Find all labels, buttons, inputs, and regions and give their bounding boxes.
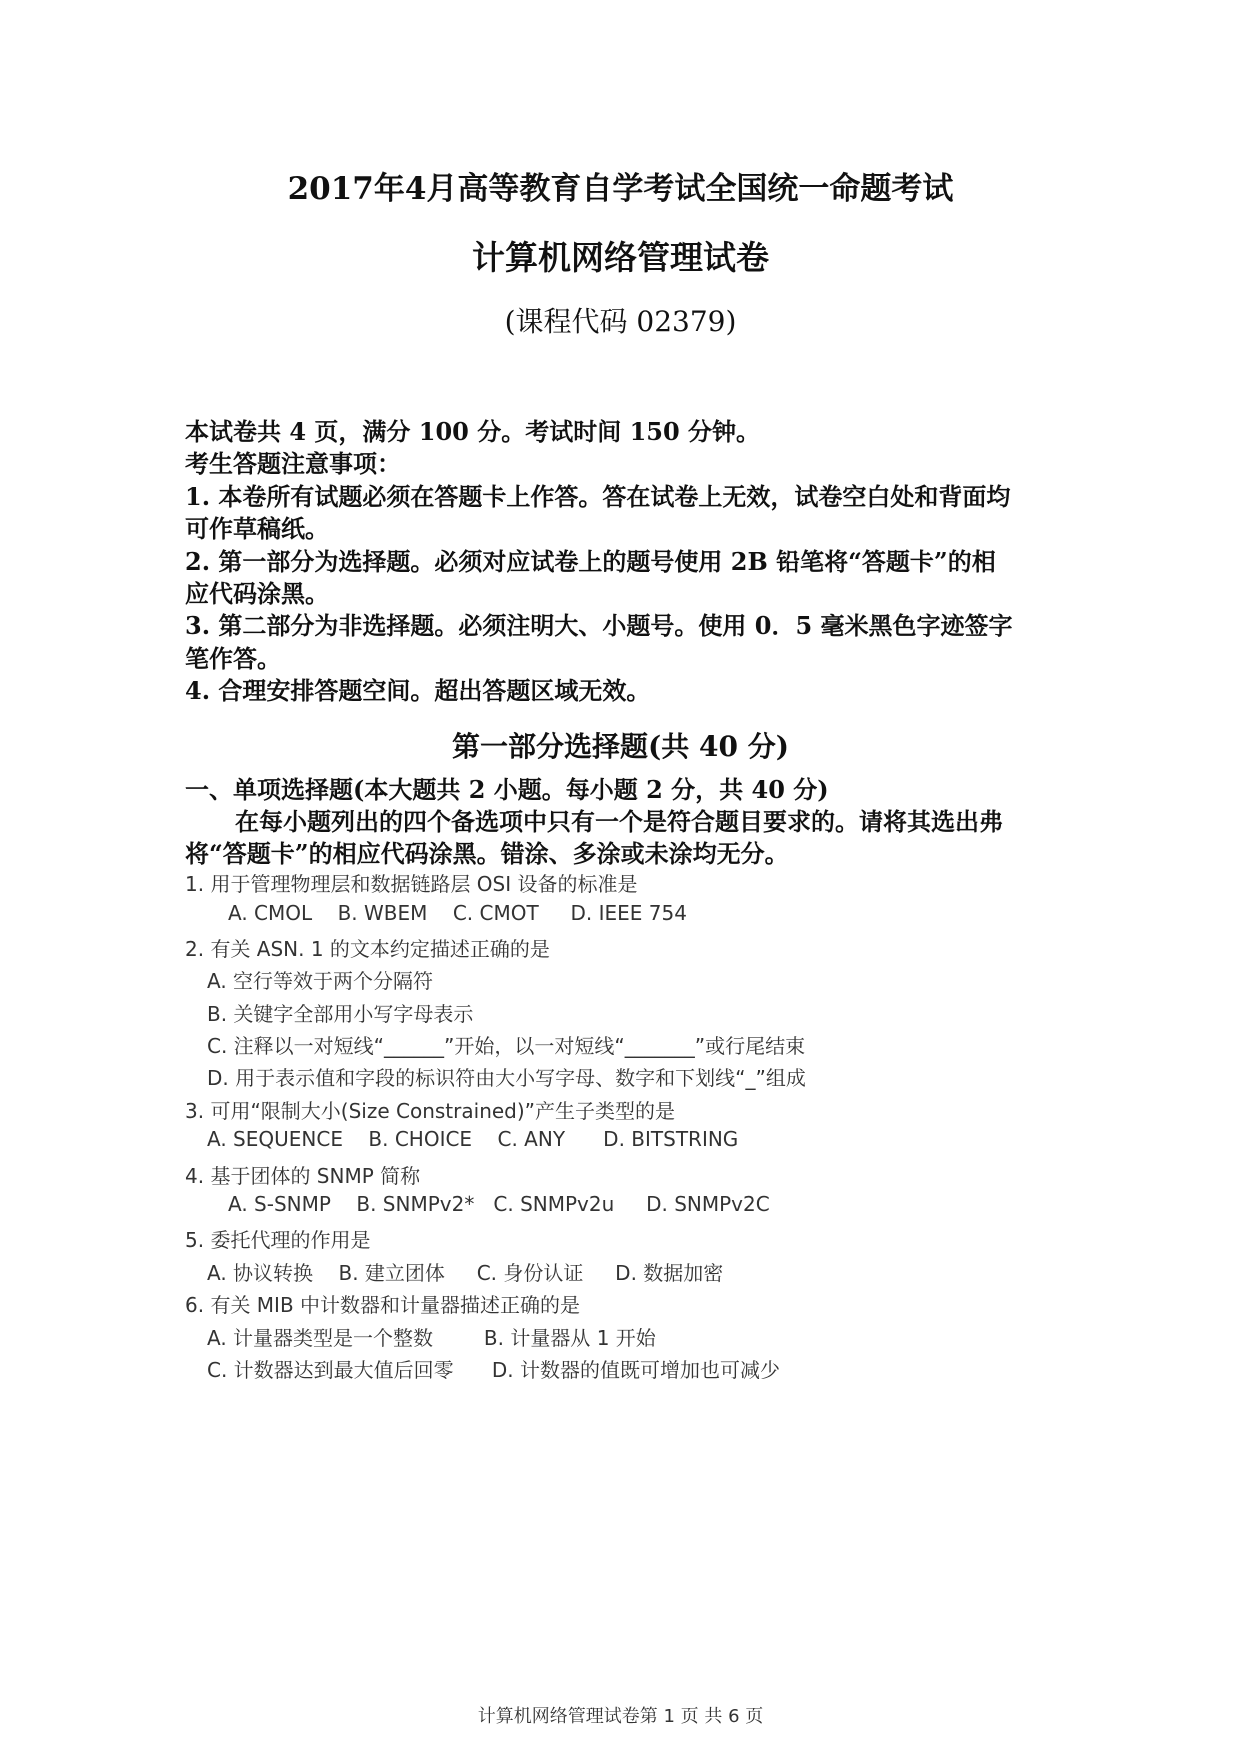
notice-4: 4. 合理安排答题空间。超出答题区域无效。 xyxy=(185,676,651,705)
exam-title: 2017年4月高等教育自学考试全国统一命题考试 xyxy=(287,171,954,207)
notice-heading: 考生答题注意事项： xyxy=(185,449,401,478)
exam-intro: 本试卷共 4 页，满分 100 分。考试时间 150 分钟。 xyxy=(185,417,761,446)
question-1-options: A. CMOL B. WBEM C. CMOT D. IEEE 754 xyxy=(228,901,687,925)
notice-2b: 应代码涂黑。 xyxy=(185,579,329,608)
notice-2a: 2. 第一部分为选择题。必须对应试卷上的题号使用 2B 铅笔将“答题卡”的相 xyxy=(185,547,996,576)
notice-3a: 3. 第二部分为非选择题。必须注明大、小题号。使用 0．5 毫米黑色字迹签字 xyxy=(185,611,1013,640)
part1-title: 第一部分选择题(共 40 分) xyxy=(452,730,789,763)
question-6-options-cd: C. 计数器达到最大值后回零 D. 计数器的值既可增加也可减少 xyxy=(207,1358,780,1382)
question-2-option-d: D. 用于表示值和字段的标识符由大小写字母、数字和下划线“_”组成 xyxy=(207,1066,806,1090)
page-footer: 计算机网络管理试卷第 1 页 共 6 页 xyxy=(477,1706,764,1727)
question-2-option-c: C. 注释以一对短线“______”开始，以一对短线“_______”或行尾结束 xyxy=(207,1034,806,1058)
question-6: 6. 有关 MIB 中计数器和计量器描述正确的是 xyxy=(185,1293,581,1317)
question-2: 2. 有关 ASN. 1 的文本约定描述正确的是 xyxy=(185,937,550,961)
notice-1b: 可作草稿纸。 xyxy=(185,514,329,543)
paper-title: 计算机网络管理试卷 xyxy=(472,238,769,277)
question-4-options: A. S-SNMP B. SNMPv2* C. SNMPv2u D. SNMPv2C xyxy=(228,1192,770,1216)
question-3-options: A. SEQUENCE B. CHOICE C. ANY D. BITSTRING xyxy=(207,1127,739,1151)
question-2-option-a: A. 空行等效于两个分隔符 xyxy=(207,969,434,993)
section-heading: 一、单项选择题(本大题共 2 小题。每小题 2 分，共 40 分) xyxy=(185,775,829,804)
question-5-options: A. 协议转换 B. 建立团体 C. 身份认证 D. 数据加密 xyxy=(207,1261,724,1285)
question-1: 1. 用于管理物理层和数据链路层 OSI 设备的标准是 xyxy=(185,872,638,896)
question-6-options-ab: A. 计量器类型是一个整数 B. 计量器从 1 开始 xyxy=(207,1326,656,1350)
question-4: 4. 基于团体的 SNMP 简称 xyxy=(185,1164,421,1188)
section-desc-a: 在每小题列出的四个备选项中只有一个是符合题目要求的。请将其选出弗 xyxy=(235,807,1003,836)
question-3: 3. 可用“限制大小(Size Constrained)”产生子类型的是 xyxy=(185,1099,676,1123)
course-code: (课程代码 02379) xyxy=(504,305,737,338)
question-5: 5. 委托代理的作用是 xyxy=(185,1228,371,1252)
notice-3b: 笔作答。 xyxy=(185,644,281,673)
section-desc-b: 将“答题卡”的相应代码涂黑。错涂、多涂或未涂均无分。 xyxy=(185,839,789,868)
question-2-option-b: B. 关键字全部用小写字母表示 xyxy=(207,1002,474,1026)
notice-1a: 1. 本卷所有试题必须在答题卡上作答。答在试卷上无效，试卷空白处和背面均 xyxy=(185,482,1011,511)
